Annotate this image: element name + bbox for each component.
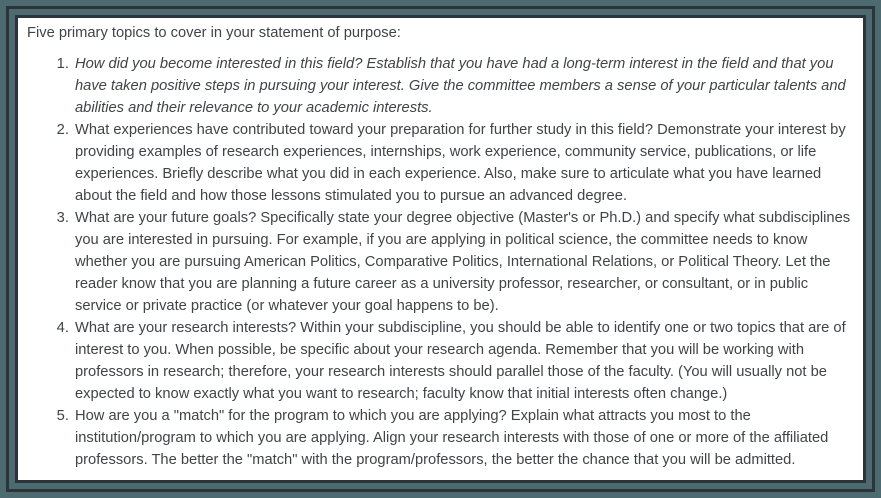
list-item-text: How are you a "match" for the program to which you are applying? Explain what attracts you most to the institution/program to which you are applying. Align your research interests with those of one or more of the affiliated professors. The better the "match" with the program/professors, the better the chance that you will be admitted.: [75, 408, 829, 468]
list-item-text: How did you become interested in this field? Establish that you have had a long-term interest in the field and that you have taken positive steps in pursuing your interest. Give the committee members a sense of your particular talents and abilities and their relevance to your academic interests.: [75, 56, 846, 116]
list-item: [73, 119, 855, 207]
list-item: [73, 405, 855, 471]
list-item-text: What experiences have contributed toward your preparation for further study in this field? Demonstrate your interest by providing examples of research experiences, internships, work experience, community service, publications, or life experiences. Briefly describe what you did in each experience. Also, make sure to articulate what you have learned about the field and how those lessons stimulated you to pursue an advanced degree.: [75, 122, 846, 204]
topics-list: [27, 53, 855, 471]
list-item-text: What are your research interests? Within your subdiscipline, you should be able to identify one or two topics that are of interest to you. When possible, be specific about your research agenda. Remember that you will be working with professors in research; therefore, your research interests should parallel those of the faculty. (You will usually not be expected to know exactly what you want to research; faculty know that initial interests often change.): [75, 320, 846, 402]
list-item: [73, 207, 855, 317]
content-panel: [15, 15, 866, 483]
page-title: Five primary topics to cover in your statement of purpose:: [27, 25, 401, 41]
list-item: [73, 53, 855, 119]
list-item: [73, 317, 855, 405]
document-content: [18, 18, 863, 475]
list-item-text: What are your future goals? Specifically state your degree objective (Master's or Ph.D.) and specify what subdisciplines you are interested in pursuing. For example, if you are applying in political science, the committee needs to know whether you are pursuing American Politics, Comparative Politics, International Relations, or Political Theory. Let the reader know that you are planning a future career as a university professor, researcher, or consultant, or in public service or private practice (or whatever your goal happens to be).: [75, 210, 851, 314]
